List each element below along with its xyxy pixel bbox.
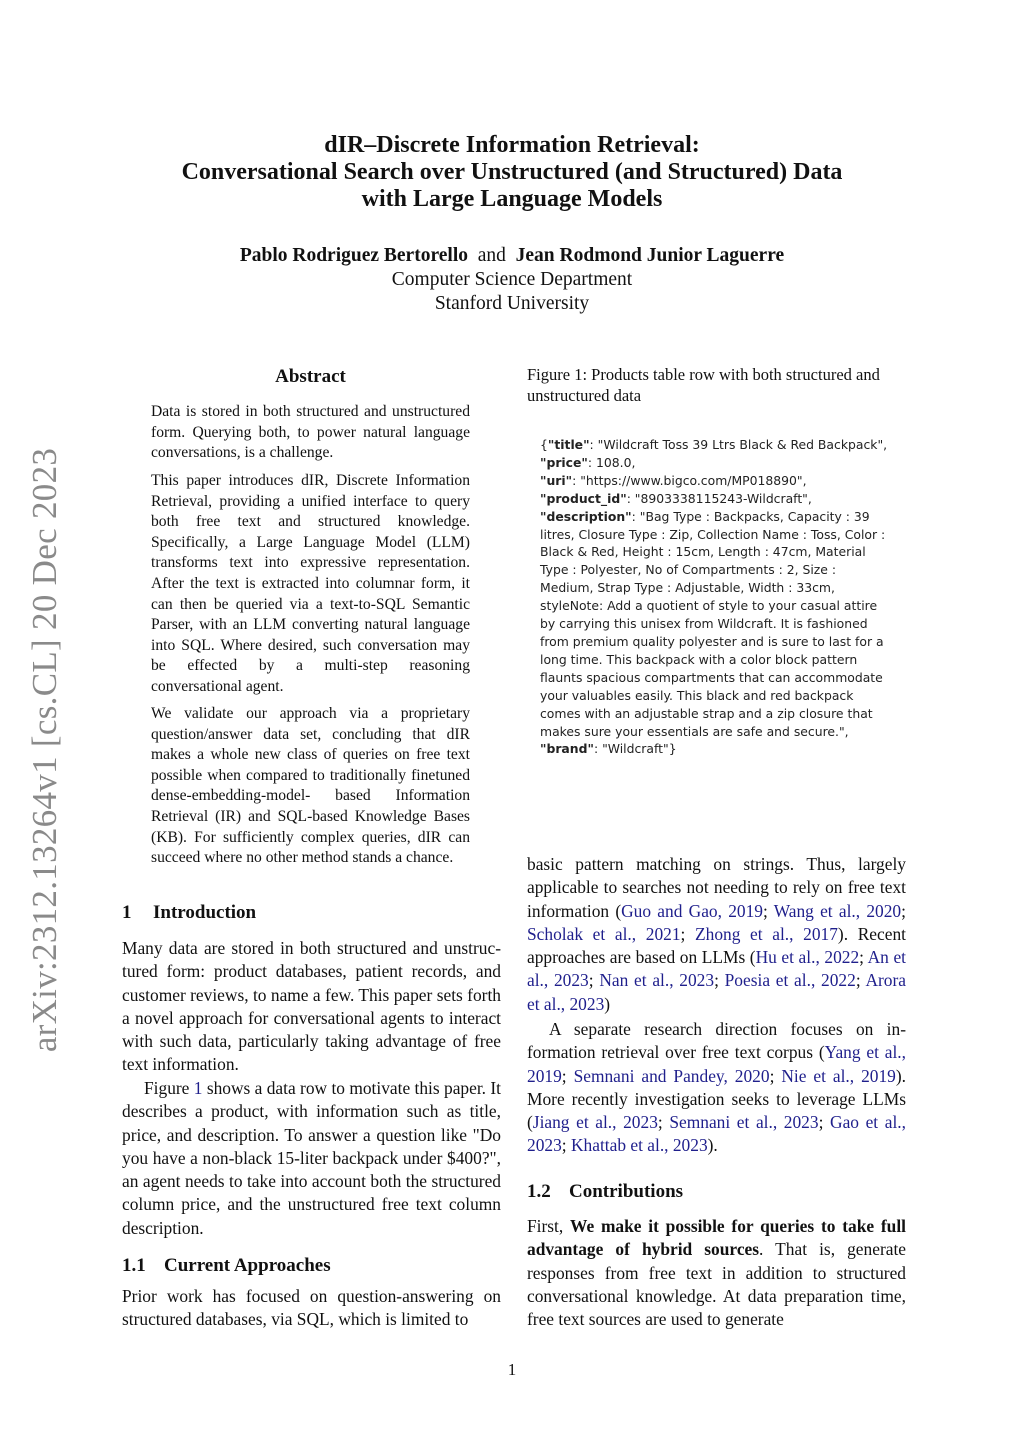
text: ; [859, 947, 868, 968]
body-paragraph: Prior work has focused on question-answering on structured databases, via SQL, which is limited to [122, 1286, 501, 1330]
citation-link[interactable]: An et al., 2023 [527, 947, 907, 991]
text: shows a data row to motivate this paper. It describes a product, with information such as title, price, and description. To answer a question like "Do you have a non-black 15-liter backpack under $400?", an agent needs to take into account both the structured column price, and the unstructured free text column description. [122, 1078, 501, 1238]
text: ; [714, 970, 725, 991]
abstract-heading: Abstract [275, 366, 346, 387]
text: ) [604, 993, 611, 1014]
text: ; [818, 1112, 831, 1133]
paper-title [0, 132, 1024, 213]
text: ). [707, 1135, 718, 1156]
text: ; [901, 900, 906, 921]
text: Figure [144, 1078, 194, 1098]
author-name: Jean Rodmond Junior Laguerre [515, 245, 785, 266]
figure-reference-link[interactable]: 1 [193, 1078, 203, 1098]
json-field [540, 490, 890, 508]
affiliation [0, 268, 1024, 316]
text: ; [769, 1065, 782, 1086]
json-value: : "Wildcraft Toss 39 Ltrs Black & Red Backpack", [589, 437, 888, 452]
text: ; [855, 970, 866, 991]
citation-link[interactable]: Wang et al., 2020 [773, 900, 902, 921]
citation-link[interactable]: Hu et al., 2022 [755, 947, 860, 968]
text: ). More recently investigation seeks to leverage LLMs ( [527, 1065, 906, 1133]
citation-link[interactable]: Semnani and Pandey, 2020 [573, 1065, 770, 1086]
section-heading-introduction [122, 902, 256, 924]
json-key: "uri" [540, 472, 573, 488]
citation-link[interactable]: Poesia et al., 2022 [724, 970, 856, 991]
body-paragraph [527, 853, 906, 1016]
section-title: Contributions [569, 1181, 684, 1202]
json-field [540, 454, 890, 472]
citation-link[interactable]: Nie et al., 2019 [781, 1065, 896, 1086]
json-value: : "Bag Type : Backpacks, Capacity : 39 litres, Closure Type : Zip, Collection Name : Toss, Color : Black & Red, Height : 15cm, Length : 47cm, Material Type : Polyester, No of Compartments : 2, Size : Medium, Strap Type : Adjustable, Width : 33cm, styleNote: Add a quotient of style to your casual attire by carrying this unisex from Wildcraft. It is fashioned from premium quality polyester and is sure to last for a long time. This backpack with a color block pattern flaunts spacious compartments that can accommodate your valuables easily. This black and red backpack comes with an adjustable strap and a zip closure that makes sure your essentials are safe and secure.", [540, 508, 886, 739]
author-name: Pablo Rodriguez Bertorello [239, 245, 468, 266]
json-value: : "Wildcraft"} [593, 741, 677, 757]
abstract-paragraph: We validate our approach via a proprietary question/answer data set, concluding that dIR makes a whole new class of queries on free text possible when compared to traditionally finetuned dense-embedding-model- based Information Retrieval (IR) and SQL-based Knowledge Bases (KB). For sufficiently complex queries, dIR can succeed where no other method stands a chance. [151, 705, 470, 867]
text: ; [561, 1065, 574, 1086]
section-title: Current Approaches [164, 1255, 331, 1276]
text: ). Recent approaches are based on LLMs ( [527, 923, 906, 968]
section-number: 1.2 [527, 1181, 551, 1202]
json-key: "product_id" [540, 490, 627, 506]
json-value: : "https://www.bigco.com/MP018890", [572, 472, 807, 488]
text: ; [561, 1135, 571, 1156]
title-line: dIR–Discrete Information Retrieval: [324, 132, 700, 158]
abstract-paragraph: Data is stored in both structured and unstructured form. Querying both, to power natural language conversations, is a challenge. [151, 403, 470, 462]
text: ; [657, 1112, 670, 1133]
citation-link[interactable]: Nan et al., 2023 [599, 970, 715, 991]
text: ; [588, 970, 600, 991]
citation-link[interactable]: Zhong et al., 2017 [695, 923, 838, 944]
text: . That is, generate responses from free text in addition to structured conversational knowledge. At data preparation time, free text sources are used to generate [527, 1239, 906, 1330]
section-number: 1.1 [122, 1255, 146, 1276]
json-field [540, 472, 890, 490]
json-value: : 108.0, [587, 454, 636, 470]
json-field [540, 508, 890, 741]
bold-text: We make it possible for queries to take full advantage of hybrid sources [527, 1216, 906, 1260]
citation-link[interactable]: Semnani et al., 2023 [669, 1112, 819, 1133]
brace: { [540, 437, 548, 452]
body-paragraph: Many data are stored in both structured and unstructured form: product databases, patient records, and customer reviews, to name a few. This paper sets forth a novel approach for conversational agents to interact with such data, particularly taking advantage of free text information. [122, 938, 501, 1075]
citation-link[interactable]: Khattab et al., 2023 [570, 1135, 708, 1156]
json-key: "price" [540, 454, 588, 470]
citation-link[interactable]: Arora et al., 2023 [527, 970, 906, 1014]
text: First, [527, 1216, 571, 1236]
json-key: "title" [547, 437, 590, 452]
title-line: with Large Language Models [361, 186, 663, 212]
title-line: Conversational Search over Unstructured (and Structured) Data [181, 159, 843, 185]
json-key: "brand" [540, 741, 594, 757]
text: ; [762, 900, 774, 921]
json-key: "description" [540, 508, 632, 524]
citation-link[interactable]: Guo and Gao, 2019 [621, 900, 763, 921]
body-paragraph [527, 1215, 906, 1331]
text: ; [680, 923, 696, 944]
section-title: Introduction [153, 902, 257, 923]
text: A separate research direction focuses on information retrieval over free text corpus ( [527, 1019, 906, 1063]
arxiv-identifier: arXiv:2312.13264v1 [cs.CL] 20 Dec 2023 [25, 447, 64, 1053]
figure-json-record [540, 436, 890, 758]
page-number: 1 [507, 1360, 517, 1379]
json-value: : "8903338115243-Wildcraft", [626, 490, 812, 506]
json-field [540, 436, 890, 454]
body-paragraph [122, 1077, 501, 1240]
department: Computer Science Department [391, 269, 633, 290]
author-conjunction: and [477, 245, 506, 266]
citation-link[interactable]: Scholak et al., 2021 [527, 923, 681, 944]
citation-link[interactable]: Yang et al., 2019 [527, 1042, 907, 1086]
citation-link[interactable]: Gao et al., 2023 [527, 1112, 906, 1156]
body-paragraph [527, 1018, 906, 1158]
text: basic pattern matching on strings. Thus, largely applicable to searches not needing to rely on free text information ( [527, 854, 906, 921]
figure-caption: Figure 1: Products table row with both structured and unstructured data [527, 365, 880, 405]
subsection-heading-current-approaches [122, 1255, 331, 1277]
authors [0, 244, 1024, 268]
json-field [540, 740, 890, 758]
abstract-paragraph: This paper introduces dIR, Discrete Information Retrieval, providing a unified interface to query both free text and structured knowledge. Specifically, a Large Language Model (LLM) transforms text into expressive representation. After the text is extracted into columnar form, it can then be queried via a text-to-SQL Semantic Parser, with an LLM converting natural language into SQL. Where desired, such conversation may be effected by a multi-step reasoning conversational agent. [151, 472, 470, 695]
subsection-heading-contributions [527, 1181, 683, 1203]
university: Stanford University [434, 293, 590, 314]
citation-link[interactable]: Jiang et al., 2023 [532, 1112, 658, 1133]
section-number: 1 [122, 902, 132, 923]
